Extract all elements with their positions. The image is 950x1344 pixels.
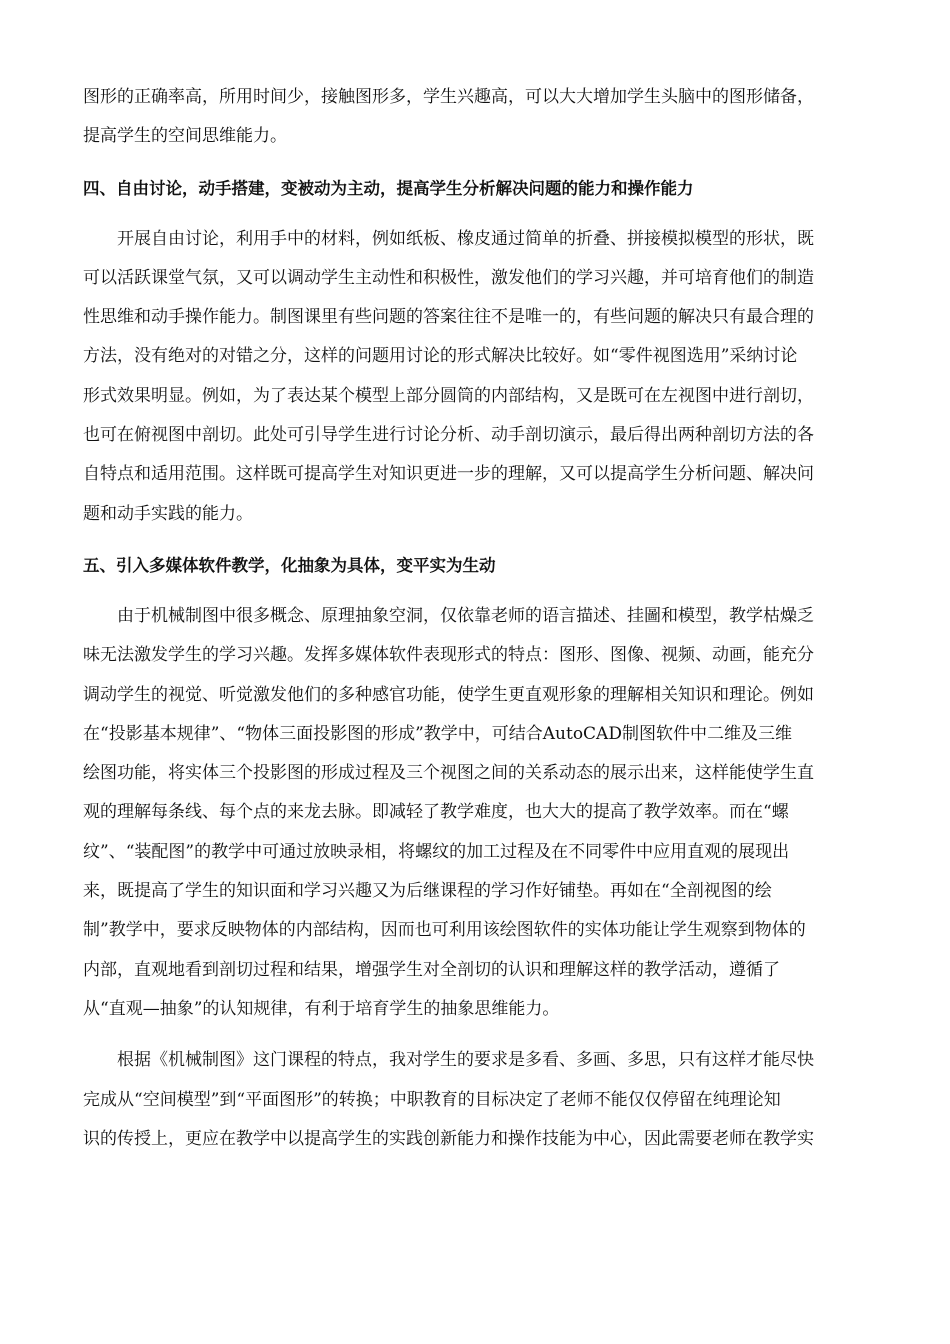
paragraph-intro-continuation (83, 78, 860, 157)
text-line: 根据《机械制图》这门课程的特点，我对学生的要求是多看、多画、多思，只有这样才能尽快 (117, 1050, 814, 1071)
text-line: 识的传授上，更应在教学中以提高学生的实践创新能力和操作技能为中心，因此需要老师在教学实 (83, 1128, 814, 1149)
text-line: 来，既提高了学生的知识面和学习兴趣又为后继课程的学习作好铺垫。再如在“全剖视图的绘 (83, 881, 772, 902)
text-line: 开展自由讨论，利用手中的材料，例如纸板、橡皮通过简单的折叠、拼接模拟模型的形状，既 (117, 228, 814, 249)
text-line: 题和动手实践的能力。 (83, 503, 253, 524)
paragraph-free-discussion (83, 220, 860, 534)
text-line: 内部，直观地看到剖切过程和结果，增强学生对全剖切的认识和理解这样的教学活动，遵循了 (83, 959, 780, 980)
text-line: 制”教学中，要求反映物体的内部结构，因而也可利用该绘图软件的实体功能让学生观察到物体的 (83, 920, 806, 941)
paragraph-multimedia-teaching (83, 597, 860, 1029)
text-line: 提高学生的空间思维能力。 (83, 126, 287, 147)
text-line: 图形的正确率高，所用时间少，接触图形多，学生兴趣高，可以大大增加学生头脑中的图形储备， (83, 87, 814, 107)
text-line: 形式效果明显。例如，为了表达某个模型上部分圆筒的内部结构，又是既可在左视图中进行剖切， (83, 385, 814, 406)
text-line: 调动学生的视觉、听觉激发他们的多种感官功能，使学生更直观形象的理解相关知识和理论。例如 (83, 684, 814, 705)
text-line: 从“直观—抽象”的认知规律，有利于培育学生的抽象思维能力。 (83, 998, 560, 1019)
text-line: 完成从“空间模型”到“平面图形”的转换；中职教育的目标决定了老师不能仅仅停留在纯理论知 (83, 1089, 781, 1110)
text-line: 可以活跃课堂气氛，又可以调动学生主动性和积极性，激发他们的学习兴趣，并可培育他们的制造 (83, 267, 814, 288)
text-line: 自特点和适用范围。这样既可提高学生对知识更进一步的理解，又可以提高学生分析问题、解决问 (83, 464, 814, 485)
text-line: 性思维和动手操作能力。制图课里有些问题的答案往往不是唯一的，有些问题的解决只有最合理的 (83, 307, 814, 328)
text-line: 方法，没有绝对的对错之分，这样的问题用讨论的形式解决比较好。如“零件视图选用”采纳讨论 (83, 346, 798, 367)
text-line: 在“投影基本规律”、“物体三面投影图的形成”教学中，可结合AutoCAD制图软件中二维及三维 (83, 723, 792, 744)
section-heading-4: 四、自由讨论，动手搭建，变被动为主动，提高学生分析解决问题的能力和操作能力 (83, 178, 694, 198)
text-line: 纹”、“装配图”的教学中可通过放映录相，将螺纹的加工过程及在不同零件中应用直观的展现出 (83, 841, 790, 862)
text-line: 由于机械制图中很多概念、原理抽象空洞，仅依靠老师的语言描述、挂圖和模型，教学枯燥乏 (117, 605, 814, 626)
text-line: 绘图功能，将实体三个投影图的形成过程及三个视图之间的关系动态的展示出来，这样能使学生直 (83, 763, 814, 784)
section-heading-5: 五、引入多媒体软件教学，化抽象为具体，变平实为生动 (83, 555, 496, 575)
text-line: 味无法激发学生的学习兴趣。发挥多媒体软件表现形式的特点：图形、图像、视频、动画，能充分 (83, 645, 814, 666)
text-line: 观的理解每条线、每个点的来龙去脉。即减轻了教学难度，也大大的提高了教学效率。而在“螺 (83, 802, 789, 823)
text-line: 也可在俯视图中剖切。此处可引导学生进行讨论分析、动手剖切演示，最后得出两种剖切方法的各 (83, 425, 814, 446)
paragraph-course-requirements (83, 1041, 860, 1159)
